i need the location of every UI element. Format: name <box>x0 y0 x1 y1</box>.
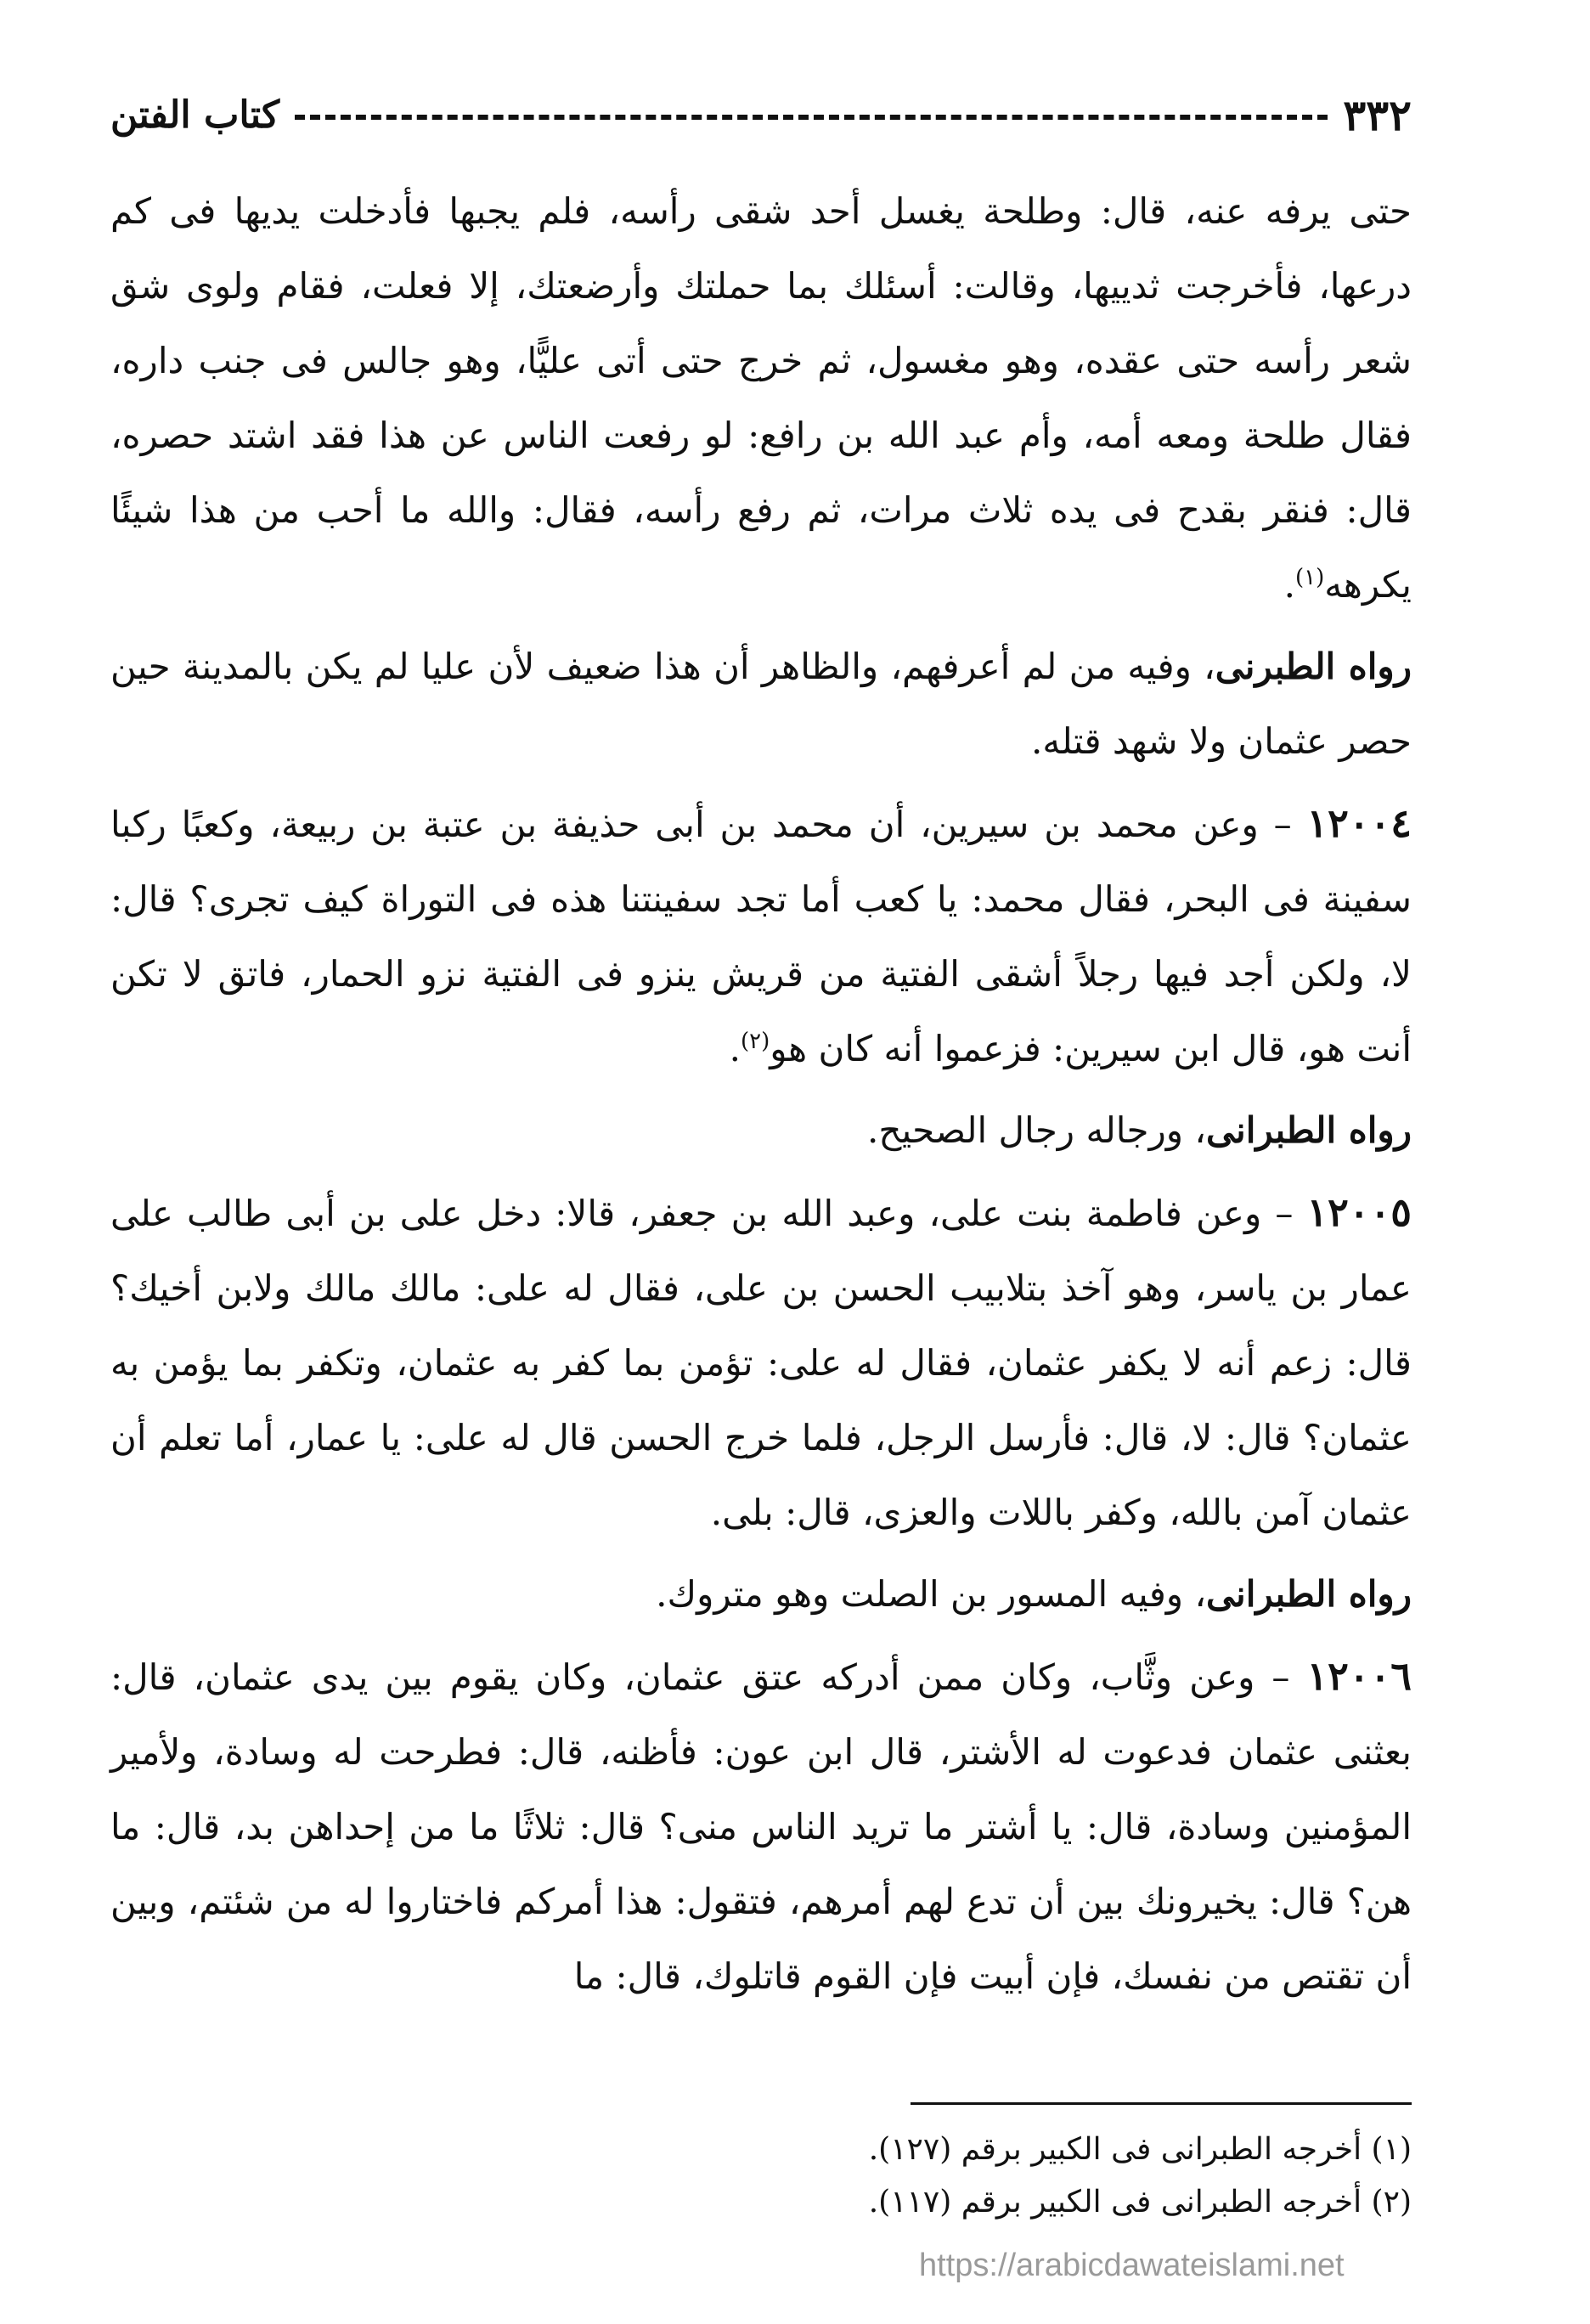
source-lead: رواه الطبرانى <box>1206 1109 1412 1151</box>
hadith-paragraph <box>110 1175 1412 1550</box>
hadith-paragraph <box>110 786 1412 1086</box>
paragraph <box>110 174 1412 623</box>
paragraph-end: . <box>729 1028 741 1069</box>
source-lead: رواه الطبرانى <box>1206 1573 1412 1615</box>
header-divider <box>295 115 1328 120</box>
paragraph <box>110 1093 1412 1168</box>
hadith-number: ١٢٠٠٤ <box>1306 800 1412 846</box>
paragraph-text: ، وفيه من لم أعرفهم، والظاهر أن هذا ضعيف لأن عليا لم يكن بالمدينة حين حصر عثمان ولا شهد قتله. <box>110 646 1412 762</box>
paragraph <box>110 629 1412 779</box>
body-text <box>110 174 1412 2014</box>
watermark-url: https://arabicdawateislami.net <box>919 2248 1345 2283</box>
hadith-paragraph <box>110 1639 1412 2014</box>
paragraph-text: حتى يرفه عنه، قال: وطلحة يغسل أحد شقى رأسه، فلم يجبها فأدخلت يديها فى كم درعها، فأخرجت ثدييها، وقالت: أسئلك بما حملتك وأرضعتك، إلا فعلت، فقام ولوى شق شعر رأسه حتى عقده، وهو مغسول، ثم خرج حتى أتى عليًّا، وهو جالس فى جنب داره، فقال طلحة ومعه أمه، وأم عبد الله بن رافع: لو رفعت الناس عن هذا فقد اشتد حصره، قال: فنقر بقدح فى يده ثلاث مرات، ثم رفع رأسه، فقال: والله ما أحب من هذا شيئًا يكرهه <box>110 190 1412 606</box>
book-title: كتاب الفتن <box>110 93 280 137</box>
footnote: (٢) أخرجه الطبرانى فى الكبير برقم (١١٧). <box>868 2185 1412 2220</box>
footnote-ref: (٢) <box>741 1029 770 1054</box>
paragraph-text: – وعن فاطمة بنت على، وعبد الله بن جعفر، قالا: دخل على بن أبى طالب على عمار بن ياسر، وهو آخذ بتلابيب الحسن بن على، فقال له على: مالك مالك ولابن أخيك؟ قال: زعم أنه لا يكفر عثمان، فقال له على: تؤمن بما كفر به عثمان، وتكفر بما يؤمن به عثمان؟ قال: لا، قال: فأرسل الرجل، فلما خرج الحسن قال له على: يا عمار، أما تعلم أن عثمان آمن بالله، وكفر باللات والعزى، قال: بلى. <box>110 1193 1412 1533</box>
paragraph-text: – وعن محمد بن سيرين، أن محمد بن أبى حذيفة بن عتبة بن ربيعة، وكعبًا ركبا سفينة فى البحر، فقال محمد: يا كعب أما تجد سفينتنا هذه فى التوراة كيف تجرى؟ قال: لا، ولكن أجد فيها رجلاً أشقى الفتية من قريش ينزو فى الفتية نزو الحمار، فاتق لا تكن أنت هو، قال ابن سيرين: فزعموا أنه كان هو <box>110 804 1412 1069</box>
footnotes <box>110 2124 1412 2229</box>
footnote-ref: (١) <box>1294 565 1325 590</box>
page-number: ٣٣٢ <box>1343 89 1412 140</box>
hadith-number: ١٢٠٠٦ <box>1306 1653 1412 1699</box>
footnote-divider <box>911 2102 1412 2105</box>
paragraph-end: . <box>1283 564 1295 606</box>
page-header <box>110 85 1412 144</box>
paragraph-text: ، ورجاله رجال الصحيح. <box>867 1109 1206 1151</box>
paragraph-text: ، وفيه المسور بن الصلت وهو متروك. <box>656 1573 1206 1615</box>
paragraph-text: – وعن وثَّاب، وكان ممن أدركه عتق عثمان، وكان يقوم بين يدى عثمان، قال: بعثنى عثمان فدعوت له الأشتر، قال ابن عون: فأظنه، قال: فطرحت له وسادة، ولأمير المؤمنين وسادة، قال: يا أشتر ما تريد الناس منى؟ قال: ثلاثًا ما من إحداهن بد، قال: ما هن؟ قال: يخيرونك بين أن تدع لهم أمرهم، فتقول: هذا أمركم فاختاروا له من شئتم، وبين أن تقتص من نفسك، فإن أبيت فإن القوم قاتلوك، قال: ما <box>110 1656 1412 1997</box>
paragraph <box>110 1557 1412 1632</box>
source-lead: رواه الطبرنى <box>1215 646 1412 687</box>
hadith-number: ١٢٠٠٥ <box>1306 1189 1412 1235</box>
footnote: (١) أخرجه الطبرانى فى الكبير برقم (١٢٧). <box>868 2132 1412 2167</box>
